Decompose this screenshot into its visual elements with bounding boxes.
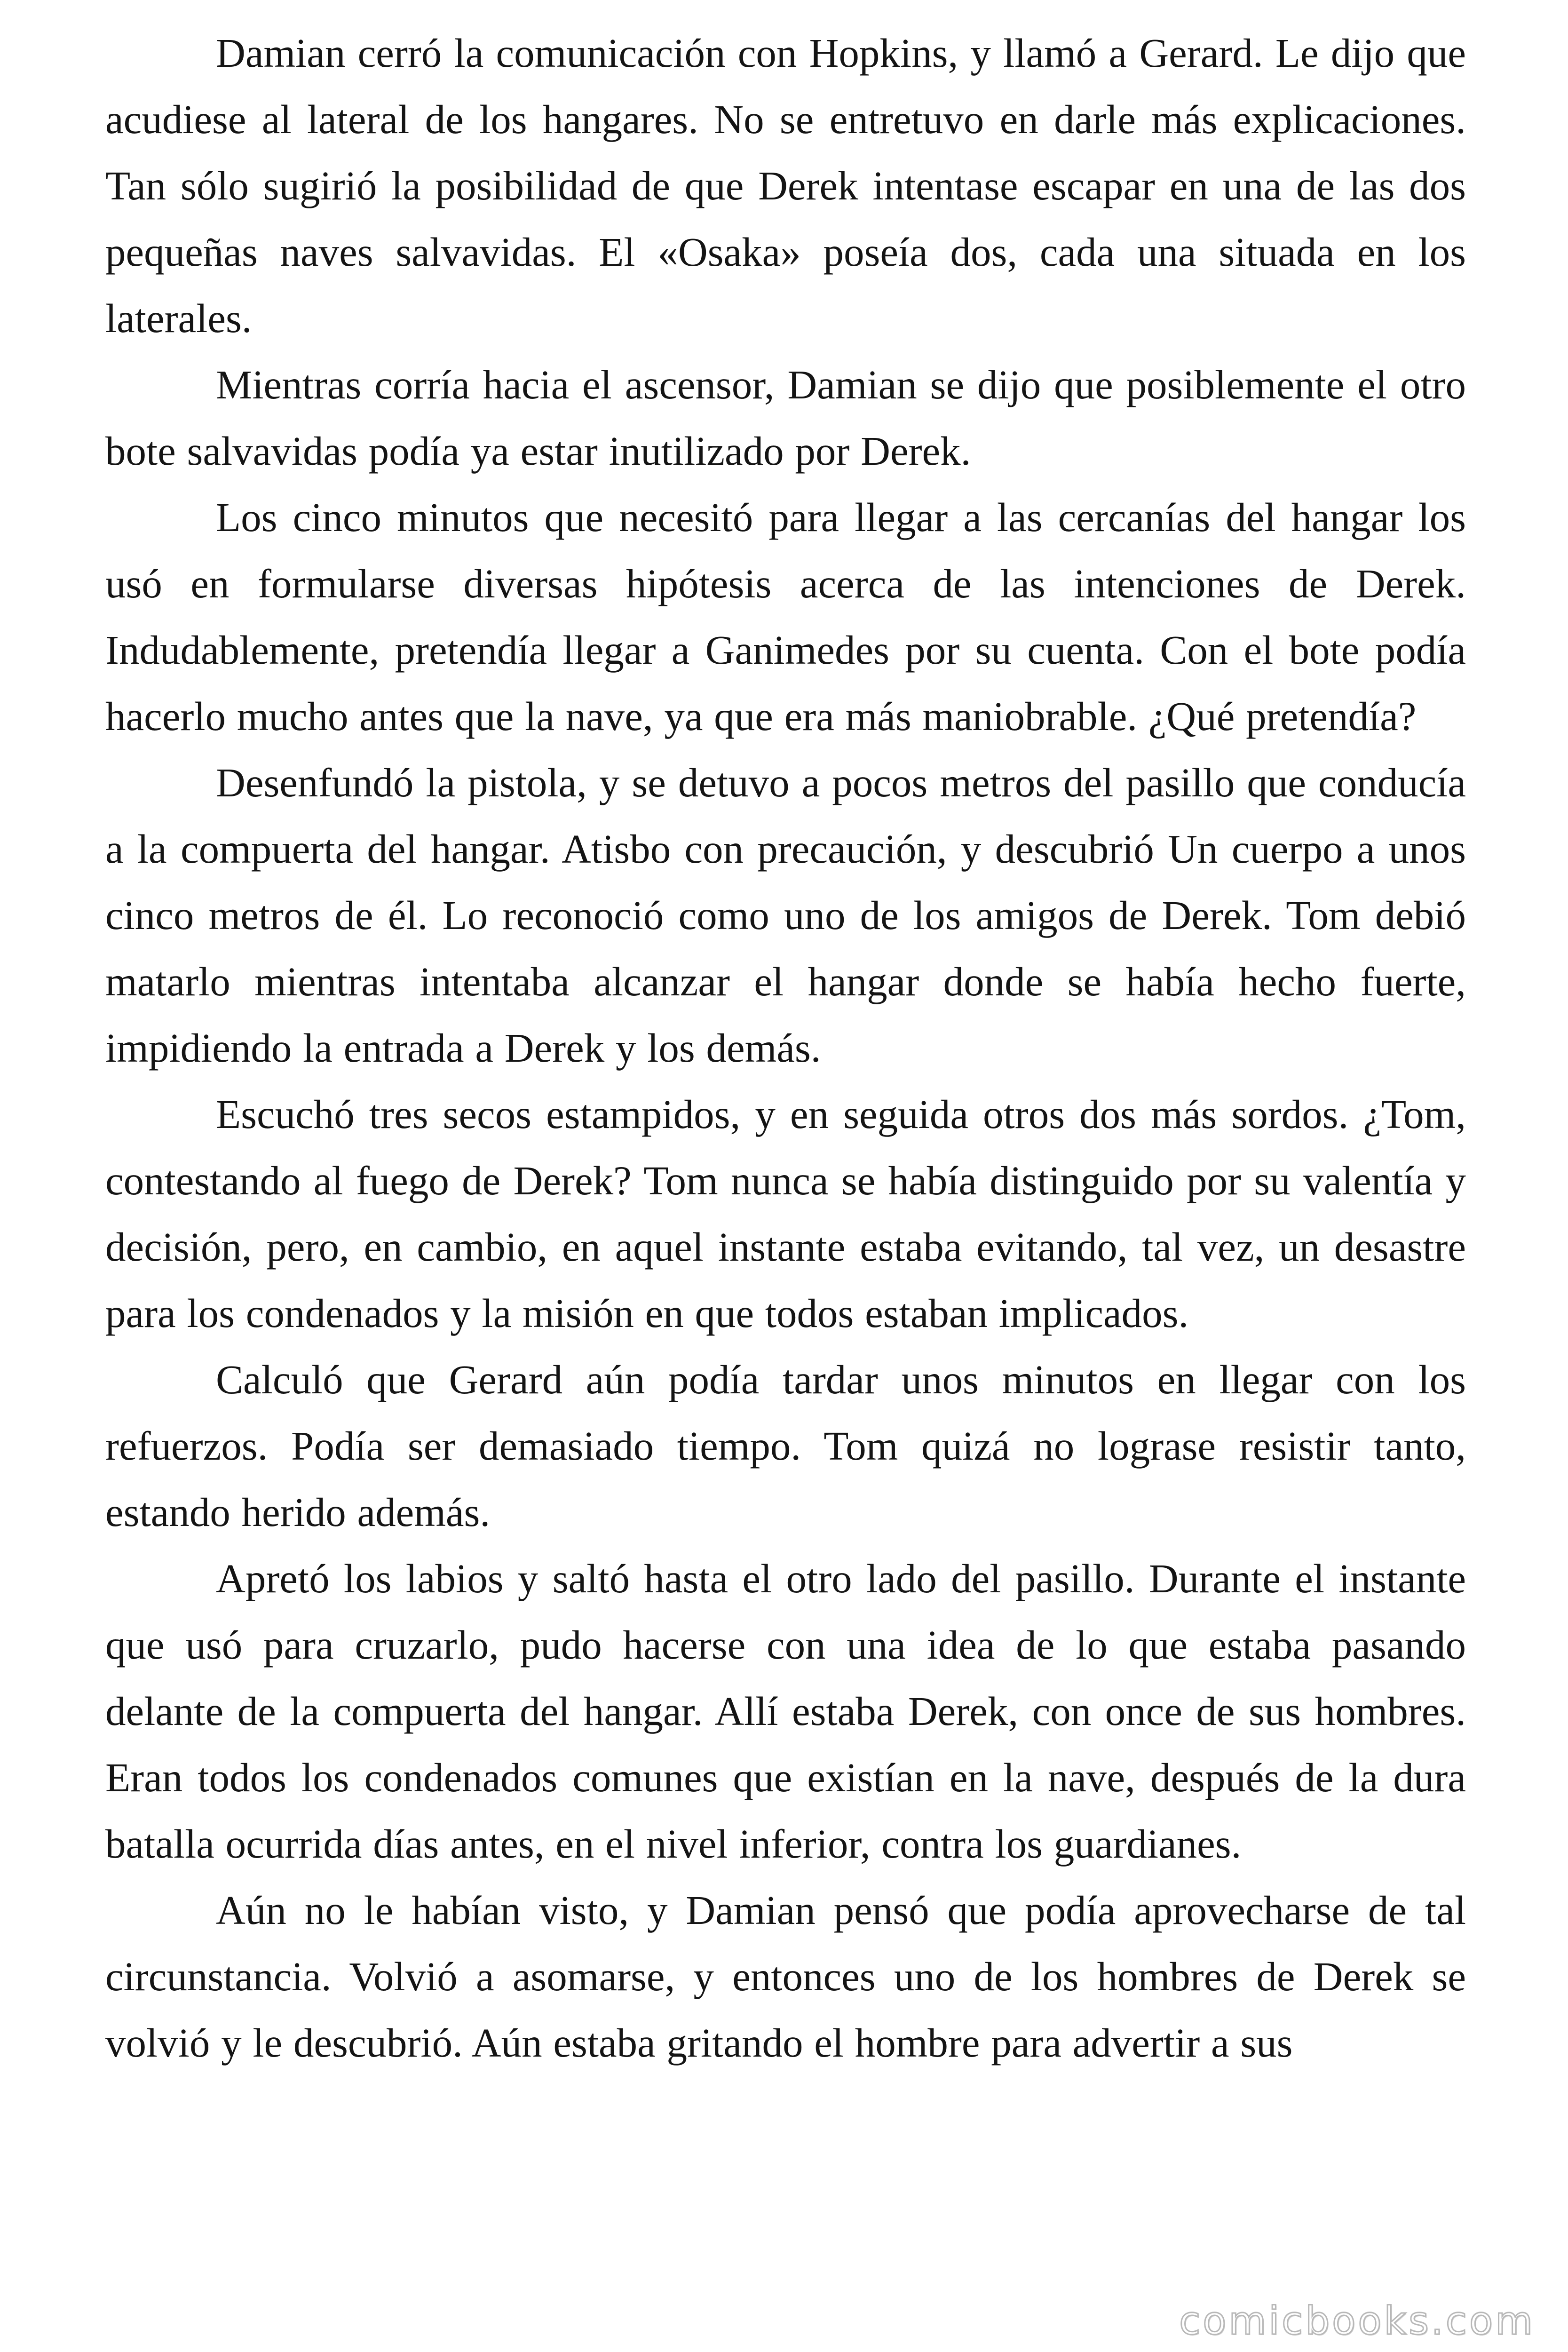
paragraph: Los cinco minutos que necesitó para llegar a las cercanías del hangar los usó en formularse diversas hipótesis acerca de las intenciones de Derek. Indudablemente, pretendía llegar a Ganimedes por su cuenta. Con el bote podía hacerlo mucho antes que la nave, ya que era más maniobrable. ¿Qué pretendía? [105, 494, 1466, 739]
text-body [105, 20, 1466, 2076]
paragraph: Damian cerró la comunicación con Hopkins, y llamó a Gerard. Le dijo que acudiese al lateral de los hangares. No se entretuvo en darle más explicaciones. Tan sólo sugirió la posibilidad de que Derek intentase escapar en una de las dos pequeñas naves salvavidas. El «Osaka» poseía dos, cada una situada en los laterales. [105, 30, 1466, 341]
watermark: comicbooks.com [1179, 2299, 1535, 2344]
paragraph: Apretó los labios y saltó hasta el otro lado del pasillo. Durante el instante que usó para cruzarlo, pudo hacerse con una idea de lo que estaba pasando delante de la compuerta del hangar. Allí estaba Derek, con once de sus hombres. Eran todos los condenados comunes que existían en la nave, después de la dura batalla ocurrida días antes, en el nivel inferior, contra los guardianes. [105, 1556, 1466, 1867]
paragraph: Mientras corría hacia el ascensor, Damian se dijo que posiblemente el otro bote salvavidas podía ya estar inutilizado por Derek. [105, 362, 1466, 474]
paragraph: Desenfundó la pistola, y se detuvo a pocos metros del pasillo que conducía a la compuerta del hangar. Atisbo con precaución, y descubrió Un cuerpo a unos cinco metros de él. Lo reconoció como uno de los amigos de Derek. Tom debió matarlo mientras intentaba alcanzar el hangar donde se había hecho fuerte, impidiendo la entrada a Derek y los demás. [105, 760, 1466, 1071]
paragraph: Escuchó tres secos estampidos, y en seguida otros dos más sordos. ¿Tom, contestando al fuego de Derek? Tom nunca se había distinguido por su valentía y decisión, pero, en cambio, en aquel instante estaba evitando, tal vez, un desastre para los condenados y la misión en que todos estaban implicados. [105, 1091, 1466, 1336]
paragraph: Aún no le habían visto, y Damian pensó que podía aprovecharse de tal circunstancia. Volvió a asomarse, y entonces uno de los hombres de Derek se volvió y le descubrió. Aún estaba gritando el hombre para advertir a sus [105, 1887, 1466, 2066]
paragraph: Calculó que Gerard aún podía tardar unos minutos en llegar con los refuerzos. Podía ser demasiado tiempo. Tom quizá no lograse resistir tanto, estando herido además. [105, 1357, 1466, 1535]
